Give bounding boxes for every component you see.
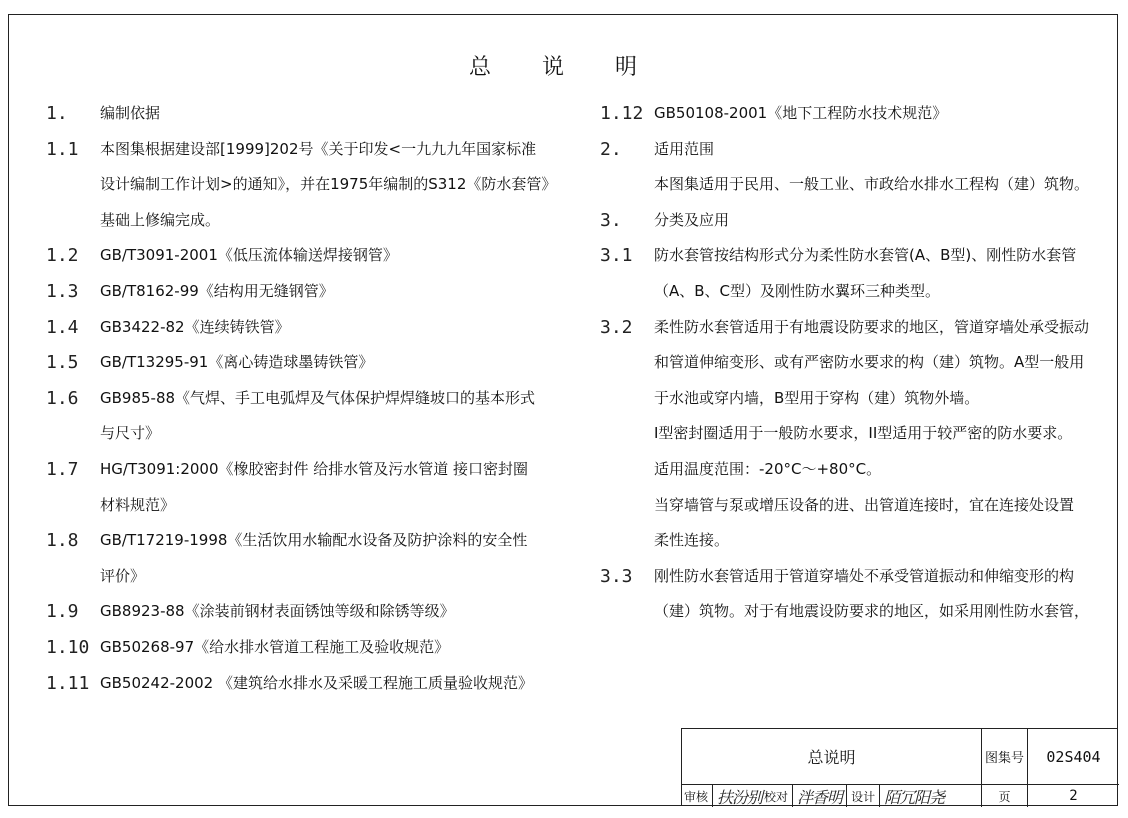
text-line: HG/T3091:2000《橡胶密封件 给排水管及污水管道 接口密封圈 <box>100 459 529 478</box>
item-number: 1. <box>46 103 68 124</box>
item-number: 2. <box>600 138 622 160</box>
text-line: 评价》 <box>100 566 146 585</box>
spec-item <box>600 132 1105 203</box>
item-number: 1.10 <box>46 636 90 658</box>
text-line: GB/T13295-91《离心铸造球墨铸铁管》 <box>100 353 374 372</box>
page-label: 页 <box>982 785 1028 807</box>
text-line: 本图集根据建设部[1999]202号《关于印发<一九九九年国家标准 <box>100 139 537 158</box>
item-number: 1.11 <box>46 672 90 694</box>
item-text <box>100 523 576 594</box>
item-number: 1.9 <box>46 601 79 623</box>
item-text <box>100 452 576 523</box>
text-line: 与尺寸》 <box>100 424 161 443</box>
item-number: 1.2 <box>46 245 79 267</box>
divider <box>792 785 793 807</box>
spec-item <box>600 559 1105 630</box>
text-line: 本图集适用于民用、一般工业、市政给水排水工程构（建）筑物。 <box>654 175 1090 194</box>
item-number: 1.1 <box>46 138 79 160</box>
text-line: 适用温度范围：-20°C～+80°C。 <box>654 459 882 478</box>
drawing-name: 总说明 <box>682 729 982 785</box>
item-text <box>100 132 576 239</box>
spec-item <box>46 132 576 239</box>
title-block <box>681 728 1118 806</box>
text-line: GB3422-82《连续铸铁管》 <box>100 317 290 336</box>
page-title: 总 说 明 <box>469 55 659 80</box>
divider <box>712 785 713 807</box>
item-text <box>100 345 576 381</box>
text-line: 适用范围 <box>654 139 715 158</box>
item-number: 3.2 <box>600 316 633 338</box>
left-column <box>46 96 576 701</box>
item-text <box>654 310 1105 559</box>
text-line: 当穿墙管与泵或增压设备的进、出管道连接时，宜在连接处设置 <box>654 495 1075 514</box>
spec-item <box>46 310 576 346</box>
item-number: 1.5 <box>46 352 79 374</box>
spec-item <box>46 274 576 310</box>
text-line: GB50108-2001《地下工程防水技术规范》 <box>654 104 948 122</box>
atlas-number-value: 02S404 <box>1028 729 1119 785</box>
item-number: 1.8 <box>46 530 79 552</box>
spec-item <box>46 523 576 594</box>
spec-item <box>600 203 1105 239</box>
spec-item <box>46 666 576 702</box>
review-signature: 扶汾别 <box>717 787 763 807</box>
atlas-number-label: 图集号 <box>982 729 1028 785</box>
check-signature: 泮香明 <box>797 787 843 807</box>
text-line: 防水套管按结构形式分为柔性防水套管(A、B型)、刚性防水套管 <box>654 246 1077 265</box>
text-line: （A、B、C型）及刚性防水翼环三种类型。 <box>654 281 941 300</box>
item-text <box>654 238 1105 309</box>
design-signature: 陌冗阳尧 <box>884 787 945 807</box>
spec-item <box>600 238 1105 309</box>
text-line: 材料规范》 <box>100 495 176 514</box>
text-line: 刚性防水套管适用于管道穿墙处不承受管道振动和伸缩变形的构 <box>654 566 1075 585</box>
item-number: 3.1 <box>600 245 633 267</box>
divider <box>846 785 847 807</box>
spec-item <box>46 594 576 630</box>
spec-item <box>600 96 1105 132</box>
item-text <box>654 559 1105 630</box>
page-number: 2 <box>1069 788 1078 804</box>
text-line: 柔性连接。 <box>654 531 730 550</box>
item-text <box>100 594 576 630</box>
text-line: GB/T3091-2001《低压流体输送焊接钢管》 <box>100 246 398 265</box>
item-text <box>654 96 1105 132</box>
review-label: 审核 <box>684 789 709 804</box>
item-text <box>654 203 1105 239</box>
text-line: 于水池或穿内墙，B型用于穿构（建）筑物外墙。 <box>654 388 980 407</box>
item-text <box>100 238 576 274</box>
text-line: 基础上修编完成。 <box>100 210 221 229</box>
item-text <box>100 630 576 666</box>
item-text <box>100 96 576 132</box>
item-text <box>100 310 576 346</box>
text-line: GB50242-2002 《建筑给水排水及采暖工程施工质量验收规范》 <box>100 673 533 692</box>
text-line: GB8923-88《涂装前钢材表面锈蚀等级和除锈等级》 <box>100 602 455 621</box>
text-line: GB/T8162-99《结构用无缝钢管》 <box>100 281 334 300</box>
text-line: 分类及应用 <box>654 210 730 229</box>
item-number: 3.3 <box>600 565 633 587</box>
signature-row <box>682 785 982 807</box>
item-text <box>100 274 576 310</box>
item-text <box>100 381 576 452</box>
item-number: 1.12 <box>600 103 644 124</box>
spec-item <box>46 381 576 452</box>
spec-item <box>46 238 576 274</box>
spec-item <box>46 345 576 381</box>
item-number: 1.3 <box>46 280 79 302</box>
item-number: 3. <box>600 209 622 231</box>
text-line: GB50268-97《给水排水管道工程施工及验收规范》 <box>100 637 450 656</box>
item-number: 1.7 <box>46 458 79 480</box>
spec-item <box>46 452 576 523</box>
check-label: 校对 <box>764 789 789 804</box>
item-text <box>100 666 576 702</box>
item-number: 1.4 <box>46 316 79 338</box>
right-column <box>600 96 1105 630</box>
text-line: 和管道伸缩变形、或有严密防水要求的构（建）筑物。A型一般用 <box>654 353 1085 372</box>
item-number: 1.6 <box>46 387 79 409</box>
spec-item <box>46 630 576 666</box>
text-line: 编制依据 <box>100 104 161 122</box>
spec-item <box>600 310 1105 559</box>
divider <box>879 785 880 807</box>
text-line: 设计编制工作计划>的通知》，并在1975年编制的S312《防水套管》 <box>100 175 557 194</box>
text-line: 柔性防水套管适用于有地震设防要求的地区，管道穿墙处承受振动 <box>654 317 1090 336</box>
text-line: GB/T17219-1998《生活饮用水输配水设备及防护涂料的安全性 <box>100 531 528 550</box>
item-text <box>654 132 1105 203</box>
spec-item <box>46 96 576 132</box>
text-line: I型密封圈适用于一般防水要求，II型适用于较严密的防水要求。 <box>654 424 1073 443</box>
text-line: （建）筑物。对于有地震设防要求的地区，如采用刚性防水套管， <box>654 602 1090 621</box>
text-line: GB985-88《气焊、手工电弧焊及气体保护焊焊缝坡口的基本形式 <box>100 388 536 407</box>
design-label: 设计 <box>851 789 876 804</box>
